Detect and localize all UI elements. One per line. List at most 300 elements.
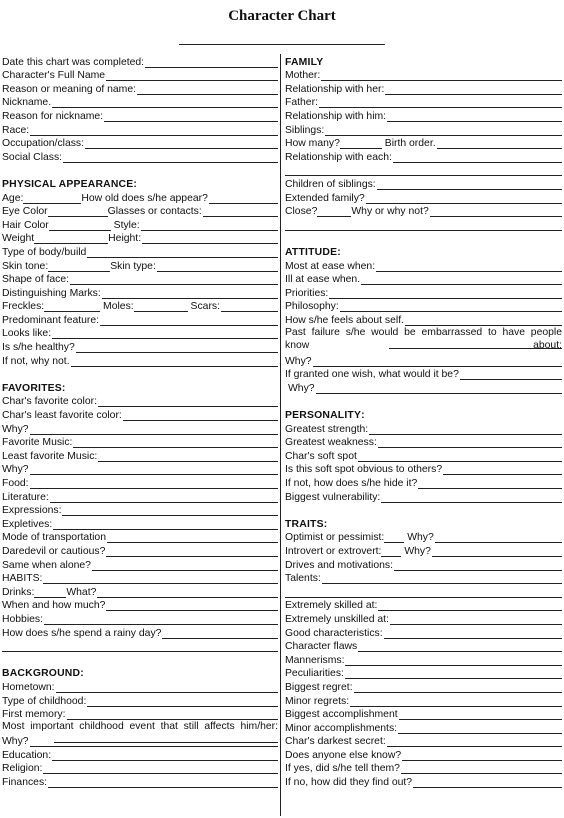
spacer xyxy=(285,394,562,408)
field-label: Finances: xyxy=(2,777,48,789)
field-label: Father: xyxy=(285,97,318,109)
answer-line[interactable] xyxy=(62,506,278,516)
heading-text: PHYSICAL APPEARANCE xyxy=(2,178,134,190)
form-row[interactable] xyxy=(285,380,562,394)
form-row[interactable] xyxy=(285,462,562,476)
answer-line[interactable] xyxy=(44,615,278,625)
heading-text: TRAITS xyxy=(285,518,324,530)
answer-line[interactable] xyxy=(387,737,562,747)
field-label: Why? xyxy=(288,382,315,394)
field-label: Same when alone? xyxy=(2,559,91,571)
paragraph-field[interactable] xyxy=(2,720,278,734)
answer-line[interactable] xyxy=(142,234,278,244)
form-row[interactable] xyxy=(285,435,562,449)
answer-line[interactable] xyxy=(106,547,278,557)
field-label: Extremely unskilled at: xyxy=(285,613,389,625)
form-row[interactable] xyxy=(2,475,278,489)
answer-line[interactable] xyxy=(43,764,278,774)
form-row[interactable] xyxy=(285,122,562,136)
section-heading-physical: PHYSICAL APPEARANCE : xyxy=(2,178,138,190)
answer-line[interactable] xyxy=(162,629,278,639)
field-label: Philosophy: xyxy=(285,301,339,313)
form-row[interactable] xyxy=(285,108,562,122)
answer-line[interactable] xyxy=(98,452,278,462)
field-label: Past failure s/he would be embarrassed to have people know about: xyxy=(285,326,562,352)
spacer xyxy=(285,231,562,245)
answer-line[interactable] xyxy=(137,85,278,95)
form-row[interactable] xyxy=(2,734,278,748)
section-heading-traits: TRAITS : xyxy=(285,518,328,530)
answer-line[interactable] xyxy=(106,601,278,611)
field-label: Char's soft spot xyxy=(285,450,357,462)
section-heading-family xyxy=(285,54,562,68)
answer-line[interactable] xyxy=(123,411,278,421)
field-label: Race: xyxy=(2,124,30,136)
form-row[interactable] xyxy=(285,285,562,299)
field-label: Is s/he healthy? xyxy=(2,342,75,354)
field-label: Greatest strength: xyxy=(285,423,369,435)
field-label: Height: xyxy=(108,233,142,245)
field-label: Biggest vulnerability: xyxy=(285,491,381,503)
form-row[interactable] xyxy=(2,285,278,299)
answer-line[interactable] xyxy=(63,153,278,163)
answer-line[interactable] xyxy=(443,465,562,475)
field-label: Weight xyxy=(2,233,35,245)
answer-line[interactable] xyxy=(87,248,278,258)
answer-line[interactable] xyxy=(107,533,278,543)
answer-line[interactable] xyxy=(385,85,562,95)
form-row[interactable] xyxy=(2,299,278,313)
field-label: Daredevil or cautious? xyxy=(2,545,106,557)
field-label: Relationship with her: xyxy=(285,83,385,95)
field-label: HABITS: xyxy=(2,573,43,585)
field-label: Biggest regret: xyxy=(285,681,353,693)
field-label: Freckles: xyxy=(2,301,45,313)
field-label: Mode of transportation xyxy=(2,532,106,544)
heading-text: ATTITUDE xyxy=(285,246,338,258)
answer-line[interactable] xyxy=(384,629,562,639)
field-label: Why? xyxy=(407,532,434,544)
form-row[interactable] xyxy=(2,108,278,122)
answer-line[interactable] xyxy=(418,479,562,489)
form-row[interactable] xyxy=(2,190,278,204)
form-row[interactable] xyxy=(2,54,278,68)
field-label: When and how much? xyxy=(2,600,106,612)
form-row[interactable] xyxy=(2,326,278,340)
form-row[interactable] xyxy=(285,639,562,653)
field-label: Hair Color xyxy=(2,219,49,231)
form-row[interactable] xyxy=(2,462,278,476)
answer-line[interactable] xyxy=(398,724,562,734)
form-row[interactable] xyxy=(2,625,278,639)
field-label: Eye Color xyxy=(2,206,48,218)
form-row[interactable] xyxy=(2,489,278,503)
answer-line[interactable] xyxy=(102,289,278,299)
answer-line[interactable] xyxy=(49,221,111,231)
field-label: Ill at ease when. xyxy=(285,274,361,286)
form-row[interactable] xyxy=(285,652,562,666)
left-column xyxy=(2,54,278,788)
form-row[interactable] xyxy=(2,204,278,218)
form-row[interactable] xyxy=(285,761,562,775)
field-label: Char's least favorite color: xyxy=(2,410,122,422)
answer-line[interactable] xyxy=(44,302,100,312)
answer-line[interactable] xyxy=(98,397,278,407)
field-label: Relationship with him: xyxy=(285,110,387,122)
form-row[interactable] xyxy=(2,435,278,449)
answer-line[interactable] xyxy=(378,438,562,448)
field-label: Style: xyxy=(113,219,140,231)
form-row[interactable] xyxy=(2,747,278,761)
form-row[interactable] xyxy=(2,557,278,571)
answer-line[interactable] xyxy=(340,302,562,312)
form-row[interactable] xyxy=(285,68,562,82)
answer-line[interactable] xyxy=(393,153,562,163)
answer-line[interactable] xyxy=(52,751,278,761)
form-row[interactable] xyxy=(285,679,562,693)
answer-line[interactable] xyxy=(221,302,278,312)
field-label: Minor accomplishments: xyxy=(285,722,398,734)
answer-line[interactable] xyxy=(384,533,404,543)
form-row[interactable] xyxy=(2,543,278,557)
form-row[interactable] xyxy=(285,448,562,462)
answer-line[interactable] xyxy=(413,778,562,788)
form-row[interactable] xyxy=(2,68,278,82)
answer-line[interactable] xyxy=(100,316,278,326)
form-row[interactable] xyxy=(285,312,562,326)
field-label: Good characteristics: xyxy=(285,627,383,639)
answer-line[interactable] xyxy=(340,139,382,149)
field-label: Siblings: xyxy=(285,124,325,136)
field-label: Minor regrets: xyxy=(285,695,350,707)
form-row[interactable] xyxy=(2,707,278,721)
field-label: Peculiarities: xyxy=(285,668,344,680)
section-heading-background: BACKGROUND : xyxy=(2,668,84,680)
field-label: How s/he feels about self. xyxy=(285,314,404,326)
field-label: Reason or meaning of name: xyxy=(2,83,137,95)
heading-text: PERSONALITY xyxy=(285,410,362,422)
answer-line[interactable] xyxy=(366,194,562,204)
answer-line[interactable] xyxy=(56,683,278,693)
paragraph-field[interactable] xyxy=(285,326,562,353)
form-row[interactable] xyxy=(285,720,562,734)
form-row[interactable] xyxy=(285,611,562,625)
field-label: Birth order. xyxy=(384,138,436,150)
answer-line[interactable] xyxy=(30,479,278,489)
field-label: If not, how does s/he hide it? xyxy=(285,478,418,489)
answer-line-full[interactable] xyxy=(285,163,562,177)
field-label: If granted one wish, what would it be? xyxy=(285,369,459,381)
answer-line[interactable] xyxy=(106,71,278,81)
answer-line[interactable] xyxy=(43,574,278,584)
form-row[interactable] xyxy=(2,571,278,585)
form-row[interactable] xyxy=(2,95,278,109)
field-label: Distinguishing Marks: xyxy=(2,287,101,299)
field-label: How old does s/he appear? xyxy=(81,192,208,204)
field-label: Hometown: xyxy=(2,681,55,693)
answer-line[interactable] xyxy=(389,348,562,349)
field-label: Why? xyxy=(2,423,29,435)
title-underline xyxy=(179,44,385,45)
answer-line[interactable] xyxy=(70,275,278,285)
field-label: Glasses or contacts: xyxy=(107,206,202,218)
form-row[interactable] xyxy=(2,312,278,326)
field-label: Literature: xyxy=(2,491,49,503)
answer-line-full[interactable] xyxy=(285,584,562,598)
answer-line[interactable] xyxy=(71,357,278,367)
page-title: Character Chart xyxy=(228,8,336,24)
form-row[interactable] xyxy=(285,258,562,272)
field-label: Date this chart was completed: xyxy=(2,56,145,68)
answer-line[interactable] xyxy=(358,642,562,652)
field-label: Most important childhood event that still affects him/her: xyxy=(2,721,278,733)
form-row[interactable] xyxy=(2,217,278,231)
field-label: Shape of face: xyxy=(2,274,70,286)
answer-line[interactable] xyxy=(378,601,562,611)
basic-info-section xyxy=(2,54,278,163)
answer-line[interactable] xyxy=(141,221,278,231)
answer-line[interactable] xyxy=(319,98,562,108)
answer-line[interactable] xyxy=(145,58,278,68)
field-label: Why or why not? xyxy=(351,206,429,218)
answer-line[interactable] xyxy=(30,425,278,435)
form-row[interactable] xyxy=(285,367,562,381)
form-row[interactable] xyxy=(2,679,278,693)
answer-line[interactable] xyxy=(97,588,278,598)
answer-line[interactable] xyxy=(54,742,278,743)
form-row[interactable] xyxy=(285,190,562,204)
form-row[interactable] xyxy=(2,774,278,788)
form-row[interactable] xyxy=(285,571,562,585)
right-column xyxy=(285,54,562,788)
answer-line[interactable] xyxy=(381,547,401,557)
answer-line[interactable] xyxy=(405,316,562,326)
field-label: Optimist or pessimist: xyxy=(285,532,385,544)
field-label: Greatest weakness: xyxy=(285,437,377,449)
answer-line[interactable] xyxy=(376,262,562,272)
field-label: Occupation/class: xyxy=(2,138,85,150)
form-row[interactable] xyxy=(2,421,278,435)
form-row[interactable] xyxy=(2,516,278,530)
form-row[interactable] xyxy=(2,136,278,150)
answer-line[interactable] xyxy=(401,764,562,774)
answer-line[interactable] xyxy=(435,533,562,543)
section-heading-favorites: FAVORITES : xyxy=(2,382,66,394)
form-row[interactable] xyxy=(2,448,278,462)
spacer xyxy=(2,652,278,666)
form-row[interactable] xyxy=(2,258,278,272)
field-label: Expletives: xyxy=(2,518,53,530)
field-label: Type of childhood: xyxy=(2,695,87,707)
answer-line[interactable] xyxy=(394,561,562,571)
answer-line[interactable] xyxy=(460,370,562,380)
answer-line[interactable] xyxy=(317,207,351,217)
answer-line[interactable] xyxy=(430,207,562,217)
answer-line[interactable] xyxy=(322,574,562,584)
form-row[interactable] xyxy=(2,611,278,625)
form-row[interactable] xyxy=(2,231,278,245)
field-label: Nickname. xyxy=(2,97,52,109)
form-row[interactable] xyxy=(285,136,562,150)
field-label: Moles: xyxy=(103,301,134,313)
field-label: Biggest accomplishment xyxy=(285,709,398,721)
field-label: Is this soft spot obvious to others? xyxy=(285,464,443,476)
field-label: Relationship with each: xyxy=(285,151,392,163)
form-row[interactable] xyxy=(2,81,278,95)
form-row[interactable] xyxy=(285,81,562,95)
answer-line[interactable] xyxy=(377,180,562,190)
answer-line[interactable] xyxy=(432,547,562,557)
answer-line[interactable] xyxy=(209,194,278,204)
form-row[interactable] xyxy=(2,122,278,136)
field-label: What? xyxy=(66,586,97,598)
form-row[interactable] xyxy=(2,272,278,286)
answer-line[interactable] xyxy=(381,493,562,503)
form-row[interactable] xyxy=(285,421,562,435)
form-row[interactable] xyxy=(2,761,278,775)
answer-line[interactable] xyxy=(345,656,562,666)
section-heading-attitude: ATTITUDE : xyxy=(285,246,341,258)
field-label: Food: xyxy=(2,478,29,489)
answer-line[interactable] xyxy=(369,425,562,435)
answer-line[interactable] xyxy=(316,384,562,394)
field-label: Extremely skilled at: xyxy=(285,600,378,612)
column-divider xyxy=(280,54,281,816)
form-row[interactable] xyxy=(2,149,278,163)
answer-line[interactable] xyxy=(345,669,562,679)
form-row[interactable] xyxy=(285,774,562,788)
answer-line[interactable] xyxy=(402,751,562,761)
answer-line[interactable] xyxy=(34,234,108,244)
answer-line[interactable] xyxy=(134,302,188,312)
field-label: Drives and motivations: xyxy=(285,559,393,571)
answer-line[interactable] xyxy=(50,493,278,503)
form-row[interactable] xyxy=(285,176,562,190)
answer-line[interactable] xyxy=(361,275,562,285)
form-row[interactable] xyxy=(285,543,562,557)
form-row[interactable] xyxy=(285,625,562,639)
heading-text: FAVORITES xyxy=(2,382,62,394)
form-row[interactable] xyxy=(285,666,562,680)
field-label: Why? xyxy=(2,464,29,476)
form-row[interactable] xyxy=(285,530,562,544)
form-row[interactable] xyxy=(285,598,562,612)
answer-line[interactable] xyxy=(87,697,278,707)
spacer xyxy=(285,503,562,517)
answer-line[interactable] xyxy=(73,438,278,448)
answer-line[interactable] xyxy=(350,697,562,707)
form-row[interactable] xyxy=(2,584,278,598)
field-label: Social Class: xyxy=(2,151,63,163)
answer-line[interactable] xyxy=(203,207,278,217)
answer-line[interactable] xyxy=(48,207,108,217)
answer-line[interactable] xyxy=(325,126,562,136)
answer-line[interactable] xyxy=(76,343,278,353)
form-row[interactable] xyxy=(285,95,562,109)
form-row[interactable] xyxy=(2,244,278,258)
form-row[interactable] xyxy=(285,299,562,313)
form-row[interactable] xyxy=(2,339,278,353)
answer-line[interactable] xyxy=(358,452,562,462)
spacer xyxy=(2,163,278,177)
field-label: Character's Full Name xyxy=(2,70,106,82)
spacer xyxy=(2,367,278,381)
form-row[interactable] xyxy=(2,530,278,544)
field-label: Extended family? xyxy=(285,192,365,204)
answer-line[interactable] xyxy=(104,112,278,122)
answer-line[interactable] xyxy=(399,710,562,720)
answer-line[interactable] xyxy=(85,139,278,149)
field-label: Expressions: xyxy=(2,505,62,517)
form-row[interactable] xyxy=(285,475,562,489)
field-label: Looks like: xyxy=(2,328,52,340)
form-row[interactable] xyxy=(285,557,562,571)
answer-line[interactable] xyxy=(53,520,278,530)
answer-line[interactable] xyxy=(34,588,66,598)
answer-line[interactable] xyxy=(48,262,110,272)
answer-line[interactable] xyxy=(30,126,278,136)
form-row[interactable] xyxy=(285,353,562,367)
form-row[interactable] xyxy=(2,503,278,517)
answer-line[interactable] xyxy=(92,561,278,571)
form-row[interactable] xyxy=(2,598,278,612)
form-row[interactable] xyxy=(285,204,562,218)
form-row[interactable] xyxy=(285,489,562,503)
answer-line[interactable] xyxy=(437,139,562,149)
field-label: Least favorite Music: xyxy=(2,450,98,462)
form-row[interactable] xyxy=(285,747,562,761)
answer-line-full[interactable] xyxy=(2,639,278,653)
field-label: How does s/he spend a rainy day? xyxy=(2,627,162,639)
answer-line[interactable] xyxy=(48,778,278,788)
field-label: Drinks: xyxy=(2,586,35,598)
answer-line[interactable] xyxy=(321,71,562,81)
form-row[interactable] xyxy=(285,272,562,286)
form-row[interactable] xyxy=(285,734,562,748)
form-row[interactable] xyxy=(2,407,278,421)
form-row[interactable] xyxy=(285,707,562,721)
form-row[interactable] xyxy=(2,693,278,707)
answer-line[interactable] xyxy=(67,710,279,720)
field-label: Predominant feature: xyxy=(2,314,100,326)
answer-line[interactable] xyxy=(354,683,562,693)
answer-line[interactable] xyxy=(23,194,81,204)
answer-line[interactable] xyxy=(30,465,278,475)
field-label: Does anyone else know? xyxy=(285,749,402,761)
field-label: Type of body/build xyxy=(2,246,87,258)
form-row[interactable] xyxy=(285,693,562,707)
form-row[interactable] xyxy=(2,353,278,367)
field-label: Age: xyxy=(2,192,24,204)
answer-line[interactable] xyxy=(329,289,562,299)
field-label: Reason for nickname: xyxy=(2,110,104,122)
heading-text: BACKGROUND xyxy=(2,668,81,680)
field-label: Introvert or extrovert: xyxy=(285,545,382,557)
answer-line[interactable] xyxy=(313,357,562,367)
answer-line[interactable] xyxy=(390,615,562,625)
answer-line[interactable] xyxy=(52,98,278,108)
form-row[interactable] xyxy=(2,394,278,408)
field-label: Most at ease when: xyxy=(285,260,376,272)
field-label: Close? xyxy=(285,206,318,218)
form-row[interactable] xyxy=(285,149,562,163)
answer-line-full[interactable] xyxy=(285,217,562,231)
answer-line[interactable] xyxy=(52,329,278,339)
answer-line[interactable] xyxy=(387,112,562,122)
answer-line[interactable] xyxy=(157,262,278,272)
field-label: Why? xyxy=(2,736,29,748)
field-label: Why? xyxy=(285,355,312,367)
